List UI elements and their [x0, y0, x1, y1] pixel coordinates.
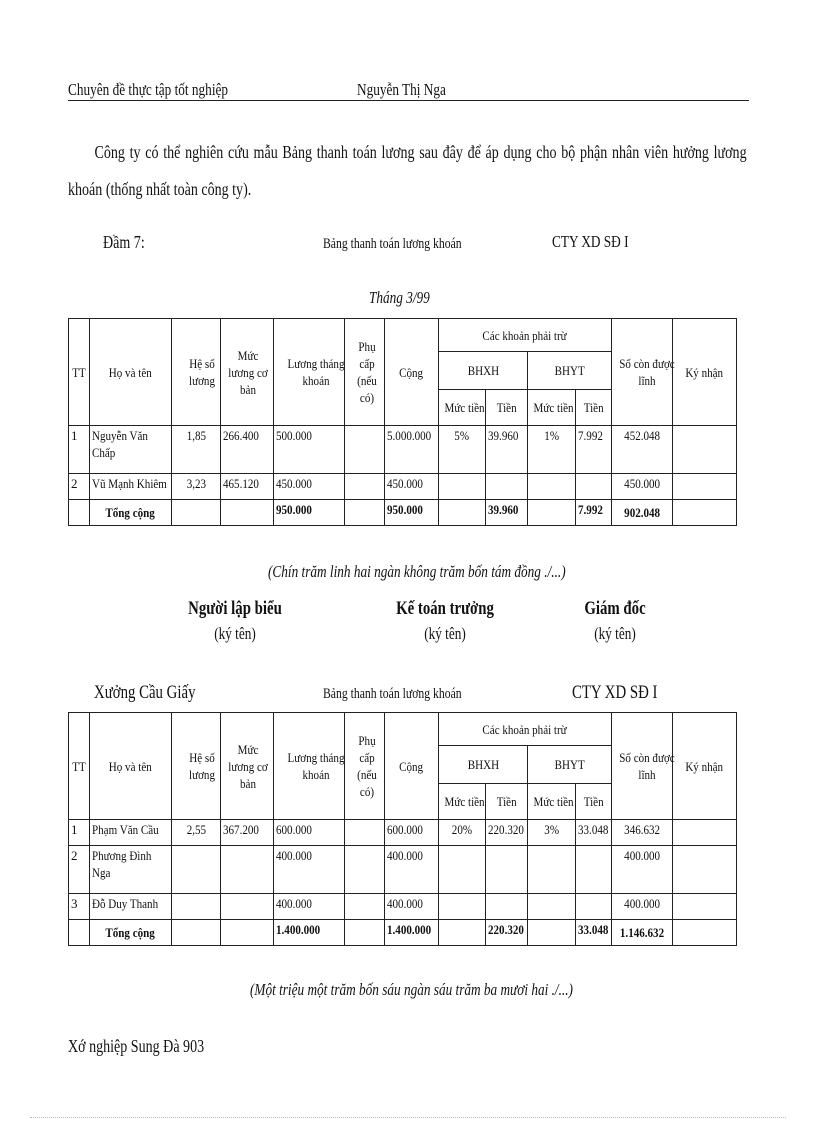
table2-unit: Xưởng Cầu Giấy	[94, 682, 196, 703]
table-total-row: Tổng cộng 1.400.000 1.400.000 220.320 33.048 1.146.632	[69, 920, 737, 946]
signature-preparer: Người lập biểu (ký tên)	[188, 598, 282, 643]
table2-amount-in-words: (Một triệu một trăm bốn sáu ngàn sáu trăm ba mươi hai ./...)	[250, 980, 573, 999]
table1-company: CTY XD SĐ I	[552, 232, 629, 251]
table-row: 1 Nguyễn Văn Chấp 1,85 266.400 500.000 5.000.000 5% 39.960 1% 7.992 452.048	[69, 426, 737, 474]
col-hs: Hệ số lương	[172, 319, 221, 426]
col-bhxh: BHXH	[439, 352, 528, 390]
header-rule	[68, 100, 749, 101]
table1-title: Bảng thanh toán lương khoán	[323, 236, 462, 252]
table-total-row: Tổng cộng 950.000 950.000 39.960 7.992 902.048	[69, 500, 737, 526]
table-row: 2 Phương Đình Nga 400.000 400.000 400.000	[69, 846, 737, 894]
col-name: Họ và tên	[90, 319, 172, 426]
col-tt: TT	[69, 319, 90, 426]
col-bhxh-muc: Mức tiền	[439, 390, 486, 426]
header-right: Nguyễn Thị Nga	[357, 80, 446, 99]
col-luong: Lương tháng khoán	[274, 319, 345, 426]
table-row: 3 Đỗ Duy Thanh 400.000 400.000 400.000	[69, 894, 737, 920]
intro-paragraph: Công ty có thể nghiên cứu mẫu Bảng thanh toán lương sau đây để áp dụng cho bộ phận nhân viên hưởng lương khoán (thống nhất toàn công ty).	[68, 142, 747, 199]
signature-director: Giám đốc (ký tên)	[584, 598, 646, 643]
col-phucap: Phụ cấp (nếu có)	[345, 319, 385, 426]
page-bottom-divider	[30, 1117, 786, 1118]
col-deductions: Các khoản phải trừ	[439, 319, 612, 352]
col-bhyt-tien: Tiền	[576, 390, 612, 426]
table1-period: Tháng 3/99	[369, 288, 430, 307]
col-bhyt: BHYT	[528, 352, 612, 390]
table1-unit: Đầm 7:	[103, 232, 145, 252]
table2-title: Bảng thanh toán lương khoán	[323, 686, 462, 702]
col-ky: Ký nhận	[673, 319, 737, 426]
col-bhyt-muc: Mức tiền	[528, 390, 576, 426]
footer-company: Xớ nghiệp Sung Đà 903	[68, 1036, 205, 1056]
table-row: 1 Phạm Văn Cầu 2,55 367.200 600.000 600.000 20% 220.320 3% 33.048 346.632	[69, 820, 737, 846]
header-left: Chuyên đề thực tập tốt nghiệp	[68, 80, 229, 99]
table1-amount-in-words: (Chín trăm linh hai ngàn không trăm bốn tám đồng ./...)	[268, 562, 566, 581]
col-bhxh-tien: Tiền	[486, 390, 528, 426]
payroll-table-2: TT Họ và tên Hệ số lương Mức lương cơ bản Lương tháng khoán Phụ cấp (nếu có) Cộng Các khoản phải trừ Số còn được lĩnh Ký nhận BHXH BHYT Mức tiền Tiền Mức tiền Tiền 1 Phạm Văn Cầu 2,55 367.200 600.000 600.000 20% 220.320 3% 33.048 346.632 2 Phương Đình Nga 400.000 400.000 400.000 3 Đỗ Duy Thanh 400.000 400.000 400.000 Tổng cộng 1.400.000 1.400.000 220.320 33.048 1.146.632	[68, 712, 737, 946]
col-con: Số còn được lĩnh	[612, 319, 673, 426]
signature-chief-accountant: Kế toán trưởng (ký tên)	[396, 598, 494, 643]
table-row: 2 Vũ Mạnh Khiêm 3,23 465.120 450.000 450.000 450.000	[69, 474, 737, 500]
table2-company: CTY XD SĐ I	[572, 682, 658, 703]
col-mluong: Mức lương cơ bản	[221, 319, 274, 426]
payroll-table-1	[68, 318, 737, 526]
col-cong: Cộng	[385, 319, 439, 426]
